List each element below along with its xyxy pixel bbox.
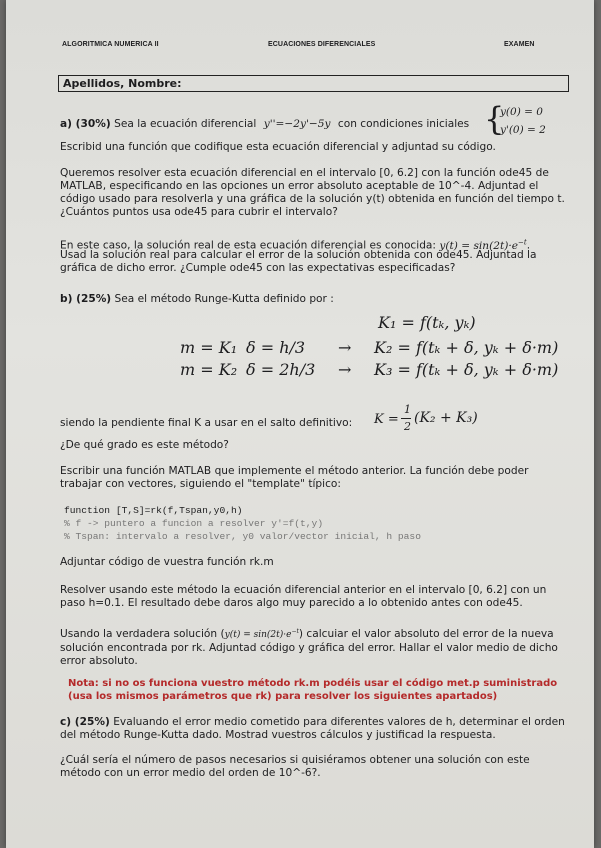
part-b-intro: Sea el método Runge-Kutta definido por :: [114, 293, 334, 305]
code-line-3: % Tspan: intervalo a resolver, y0 valor/vector inicial, h paso: [64, 531, 421, 542]
condition-1: y(0) = 0: [500, 106, 543, 118]
part-c-statement: [60, 716, 568, 742]
part-a-label: a) (30%): [60, 118, 111, 130]
true-solution-intro: Usando la verdadera solución (: [60, 628, 225, 640]
eq-delta2: δ = 2h/3: [246, 360, 316, 379]
part-a-p3-start: En este caso, la solución real de esta ecuación diferencial es conocida:: [60, 239, 436, 252]
slope-numerator: 1: [404, 403, 411, 416]
eq-k2: K₂ = f(tₖ + δ, yₖ + δ·m): [374, 338, 559, 357]
code-line-1: function [T,S]=rk(f,Tspan,y0,h): [64, 505, 243, 516]
code-line-2: % f -> puntero a funcion a resolver y'=f(t,y): [64, 518, 324, 529]
part-c-label: c) (25%): [60, 716, 110, 728]
grade-question: ¿De qué grado es este método?: [60, 439, 229, 451]
eq-m1: m = K₁: [180, 338, 238, 357]
part-a-conditions-text: con condiciones iniciales: [337, 118, 470, 130]
part-a-p1: Escribid una función que codifique esta ecuación diferencial y adjuntad su código.: [60, 141, 496, 153]
true-solution-inline-base: y(t) = sin(2t)·e: [224, 630, 292, 640]
eq-m2: m = K₂: [180, 360, 238, 379]
solve-paragraph: Resolver usando este método la ecuación diferencial anterior en el intervalo [0, 6.2] con un paso h=0.1. El resultado debe daros algo muy parecido a lo obtenido antes con ode45.: [60, 584, 547, 609]
header-exam: EXAMEN: [504, 41, 535, 48]
part-c-p1: Evaluando el error medio cometido para diferentes valores de h, determinar el orden del método Runge-Kutta dado. Mostrad vuestros cálculos y justificad la respuesta.: [60, 716, 565, 741]
impl-paragraph: Escribir una función MATLAB que implemente el método anterior. La función debe poder trabajar con vectores, siguiendo el "template" típico:: [60, 465, 529, 490]
header-topic: ECUACIONES DIFERENCIALES: [268, 41, 376, 48]
note-red: Nota: si no os funciona vuestro método rk.m podéis usar el código met.p suministrado (usa los mismos parámetros que rk) para resolver los siguientes apartados): [68, 678, 558, 702]
header-course: ALGORITMICA NUMERICA II: [62, 41, 159, 48]
slope-denominator: 2: [404, 420, 411, 433]
part-b-label: b) (25%): [60, 293, 112, 305]
eq-delta1: δ = h/3: [246, 338, 306, 357]
conditions-brace: {: [484, 100, 505, 138]
eq-k3: K₃ = f(tₖ + δ, yₖ + δ·m): [374, 360, 559, 379]
true-solution-exp: −t: [518, 238, 527, 246]
fraction-bar: [401, 418, 411, 419]
exam-sheet: [6, 0, 594, 848]
part-c-p2: ¿Cuál sería el número de pasos necesarios si quisiéramos obtener una solución con este método con un error medio del orden de 10^-6?.: [60, 754, 530, 779]
slope-text: siendo la pendiente final K a usar en el salto definitivo:: [60, 417, 353, 429]
part-a-p2: Queremos resolver esta ecuación diferencial en el intervalo [0, 6.2] con la función ode45 de MATLAB, especificando en las opciones un error absoluto aceptable de 10^-4. Adjuntad el código usado para resolverla y una gráfica de la solución y(t) obtenida en función del tiempo t. ¿Cuántos puntos usa ode45 para cubrir el intervalo?: [60, 167, 565, 218]
part-a-p3-rest: Usad la solución real para calcular el error de la solución obtenida con ode45. Adjuntad la gráfica de dicho error. ¿Cumple ode45 con las expectativas especificadas?: [60, 249, 537, 274]
part-a-intro: Sea la ecuación diferencial: [114, 118, 257, 130]
true-solution-inline: [225, 630, 299, 640]
true-solution-paragraph: [60, 625, 568, 668]
true-solution-rest: ) calcuiar el valor absoluto del error de la nueva solución encontrada por rk. Adjuntad código y gráfica del error. Hallar el valor medio de dicho error absoluto.: [60, 628, 558, 667]
eq-k1: K₁ = f(tₖ, yₖ): [378, 313, 476, 332]
condition-2: y'(0) = 2: [500, 124, 546, 136]
part-b-statement: [60, 293, 568, 306]
arrow-1: →: [338, 338, 352, 357]
slope-lhs: K =: [374, 412, 399, 427]
true-solution-base: y(t) = sin(2t)·e: [439, 239, 519, 252]
part-a-p3-line1: En este caso, la solución real de esta ecuación diferencial es conocida: $y(t) = \sin(2t)\cdot e^{-t}$.: [60, 238, 531, 252]
attach-code-line: Adjuntar código de vuestra función rk.m: [60, 556, 274, 568]
slope-rhs: (K₂ + K₃): [414, 410, 478, 426]
arrow-2: →: [338, 360, 352, 379]
name-field-label: Apellidos, Nombre:: [63, 77, 182, 90]
true-solution-inline-exp: −t: [291, 628, 299, 635]
part-a-equation: y''=−2y'−5y: [263, 118, 331, 130]
name-field[interactable]: [58, 75, 569, 92]
